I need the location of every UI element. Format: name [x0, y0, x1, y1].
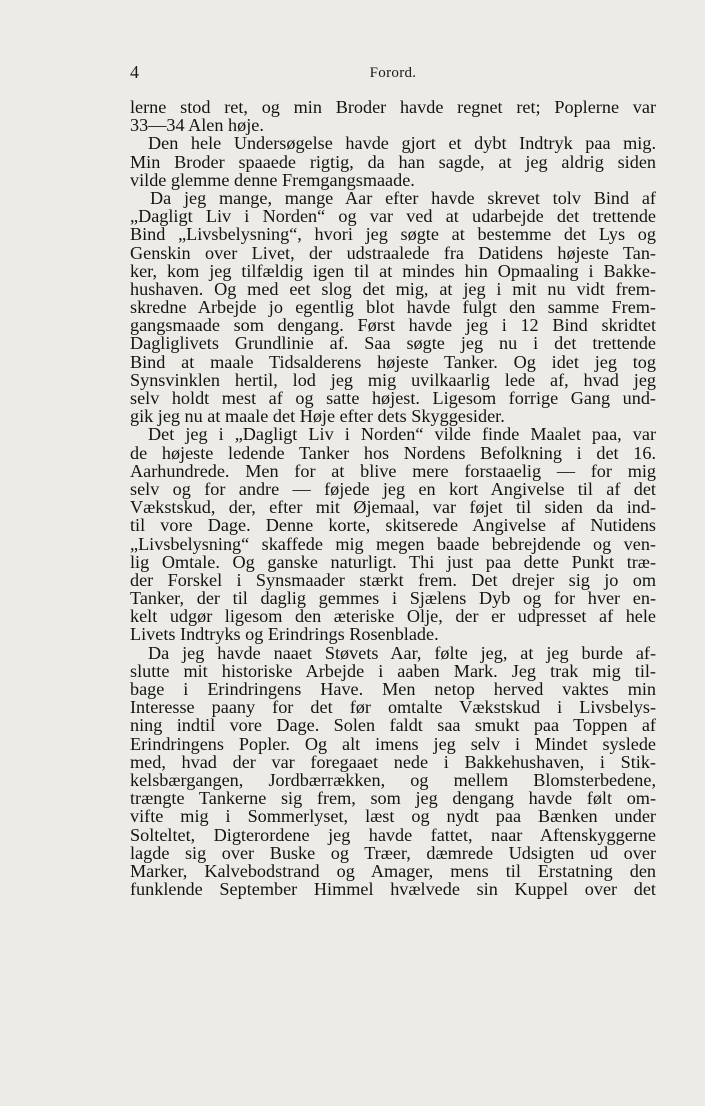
text-line: skredne Arbejde jo egentlig blot havde fulgt den samme Frem-: [130, 297, 656, 318]
text-line: der Forskel i Synsmaader stærkt frem. Det drejer sig jo om: [130, 569, 656, 590]
text-line: Vækstskud, der, efter mit Øjemaal, var føjet til siden da ind-: [130, 497, 656, 518]
text-line: selv holdt mest af og satte højest. Ligesom forrige Gang und-: [130, 388, 656, 408]
text-line: vilde glemme denne Fremgangsmaade.: [130, 169, 415, 190]
text-line: Det jeg i „Dagligt Liv i Norden“ vilde finde Maalet paa, var: [148, 424, 656, 445]
text-line: Marker, Kalvebodstrand og Amager, mens til Erstatning den: [130, 860, 656, 881]
text-line: Bind „Livsbelysning“, hvori jeg søgte at bestemme det Lys og: [130, 224, 656, 245]
text-line: selv og for andre — føjede jeg en kort Angivelse til af det: [130, 478, 656, 499]
text-line: Bind at maale Tidsalderens højeste Tanker. Og idet jeg tog: [130, 351, 656, 372]
text-line: bage i Erindringens Have. Men netop herved vaktes min: [130, 679, 656, 699]
text-line: Da jeg havde naaet Støvets Aar, følte jeg, at jeg burde af-: [148, 642, 656, 663]
body-text: [130, 98, 656, 898]
section-title: Forord.: [369, 65, 417, 81]
text-line: Min Broder spaaede rigtig, da han sagde, at jeg aldrig siden: [130, 151, 656, 172]
text-line: Erindringens Popler. Og alt imens jeg selv i Mindet syslede: [130, 733, 656, 754]
text-line: til vore Dage. Denne korte, skitserede Angivelse af Nutidens: [130, 515, 656, 536]
text-line: Synsvinklen hertil, lod jeg mig uvilkaarlig lede af, hvad jeg: [130, 369, 656, 390]
text-line: Solteltet, Digterordene jeg havde fattet, naar Aftenskyggerne: [130, 824, 656, 845]
text-line: vifte mig i Sommerlyset, læst og nydt paa Bænken under: [130, 806, 656, 827]
text-line: Den hele Undersøgelse havde gjort et dybt Indtryk paa mig.: [148, 133, 656, 154]
text-line: Dagliglivets Grundlinie af. Saa søgte jeg nu i det trettende: [130, 333, 656, 354]
text-line: Livets Indtryks og Erindrings Rosenblade.: [130, 624, 439, 645]
text-line: lagde sig over Buske og Træer, dæmrede Udsigten ud over: [130, 842, 656, 863]
text-line: 33—34 Alen høje.: [130, 115, 264, 136]
text-line: gangsmaade som dengang. Først havde jeg i 12 Bind skridtet: [130, 315, 656, 336]
text-line: gik jeg nu at maale det Høje efter dets Skyggesider.: [130, 406, 505, 427]
text-line: lig Omtale. Og ganske naturligt. Thi just paa dette Punkt træ-: [130, 551, 656, 572]
text-line: funklende September Himmel hvælvede sin Kuppel over det: [130, 879, 656, 900]
text-line: „Livsbelysning“ skaffede mig megen baade bebrejdende og ven-: [130, 533, 656, 554]
text-line: Da jeg mange, mange Aar efter havde skrevet tolv Bind af: [150, 187, 656, 208]
text-line: Tanker, der til daglig gemmes i Sjælens Dyb og for hver en-: [130, 588, 656, 609]
text-line: trængte Tankerne sig frem, som jeg dengang havde følt om-: [130, 788, 656, 809]
text-line: hushaven. Og med eet slog det mig, at jeg i mit nu vidt frem-: [130, 278, 656, 299]
text-line: lerne stod ret, og min Broder havde regnet ret; Poplerne var: [130, 97, 656, 117]
page-number: 4: [130, 62, 139, 82]
text-line: ning indtil vore Dage. Solen faldt saa smukt paa Toppen af: [130, 715, 656, 736]
text-line: med, hvad der var foregaaet nede i Bakkehushaven, i Stik-: [130, 751, 656, 772]
text-line: ker, kom jeg tilfældig igen til at mindes hin Opmaaling i Bakke-: [130, 260, 656, 281]
text-line: de højeste ledende Tanker hos Nordens Befolkning i det 16.: [130, 442, 656, 463]
text-line: Genskin over Livet, der udstraalede fra Datidens højeste Tan-: [130, 242, 656, 263]
text-line: slutte mit historiske Arbejde i aaben Mark. Jeg trak mig til-: [130, 660, 656, 681]
text-line: Aarhundrede. Men for at blive mere forstaaelig — for mig: [130, 460, 656, 481]
text-line: Interesse paany for det før omtalte Vækstskud i Livsbelys-: [130, 697, 656, 718]
text-line: kelsbærgangen, Jordbærrækken, og mellem Blomsterbedene,: [130, 769, 656, 790]
text-line: kelt udgør ligesom den æteriske Olje, der er udpresset af hele: [130, 606, 656, 627]
text-line: „Dagligt Liv i Norden“ og var ved at udarbejde det trettende: [130, 206, 656, 227]
running-head: [130, 62, 656, 84]
